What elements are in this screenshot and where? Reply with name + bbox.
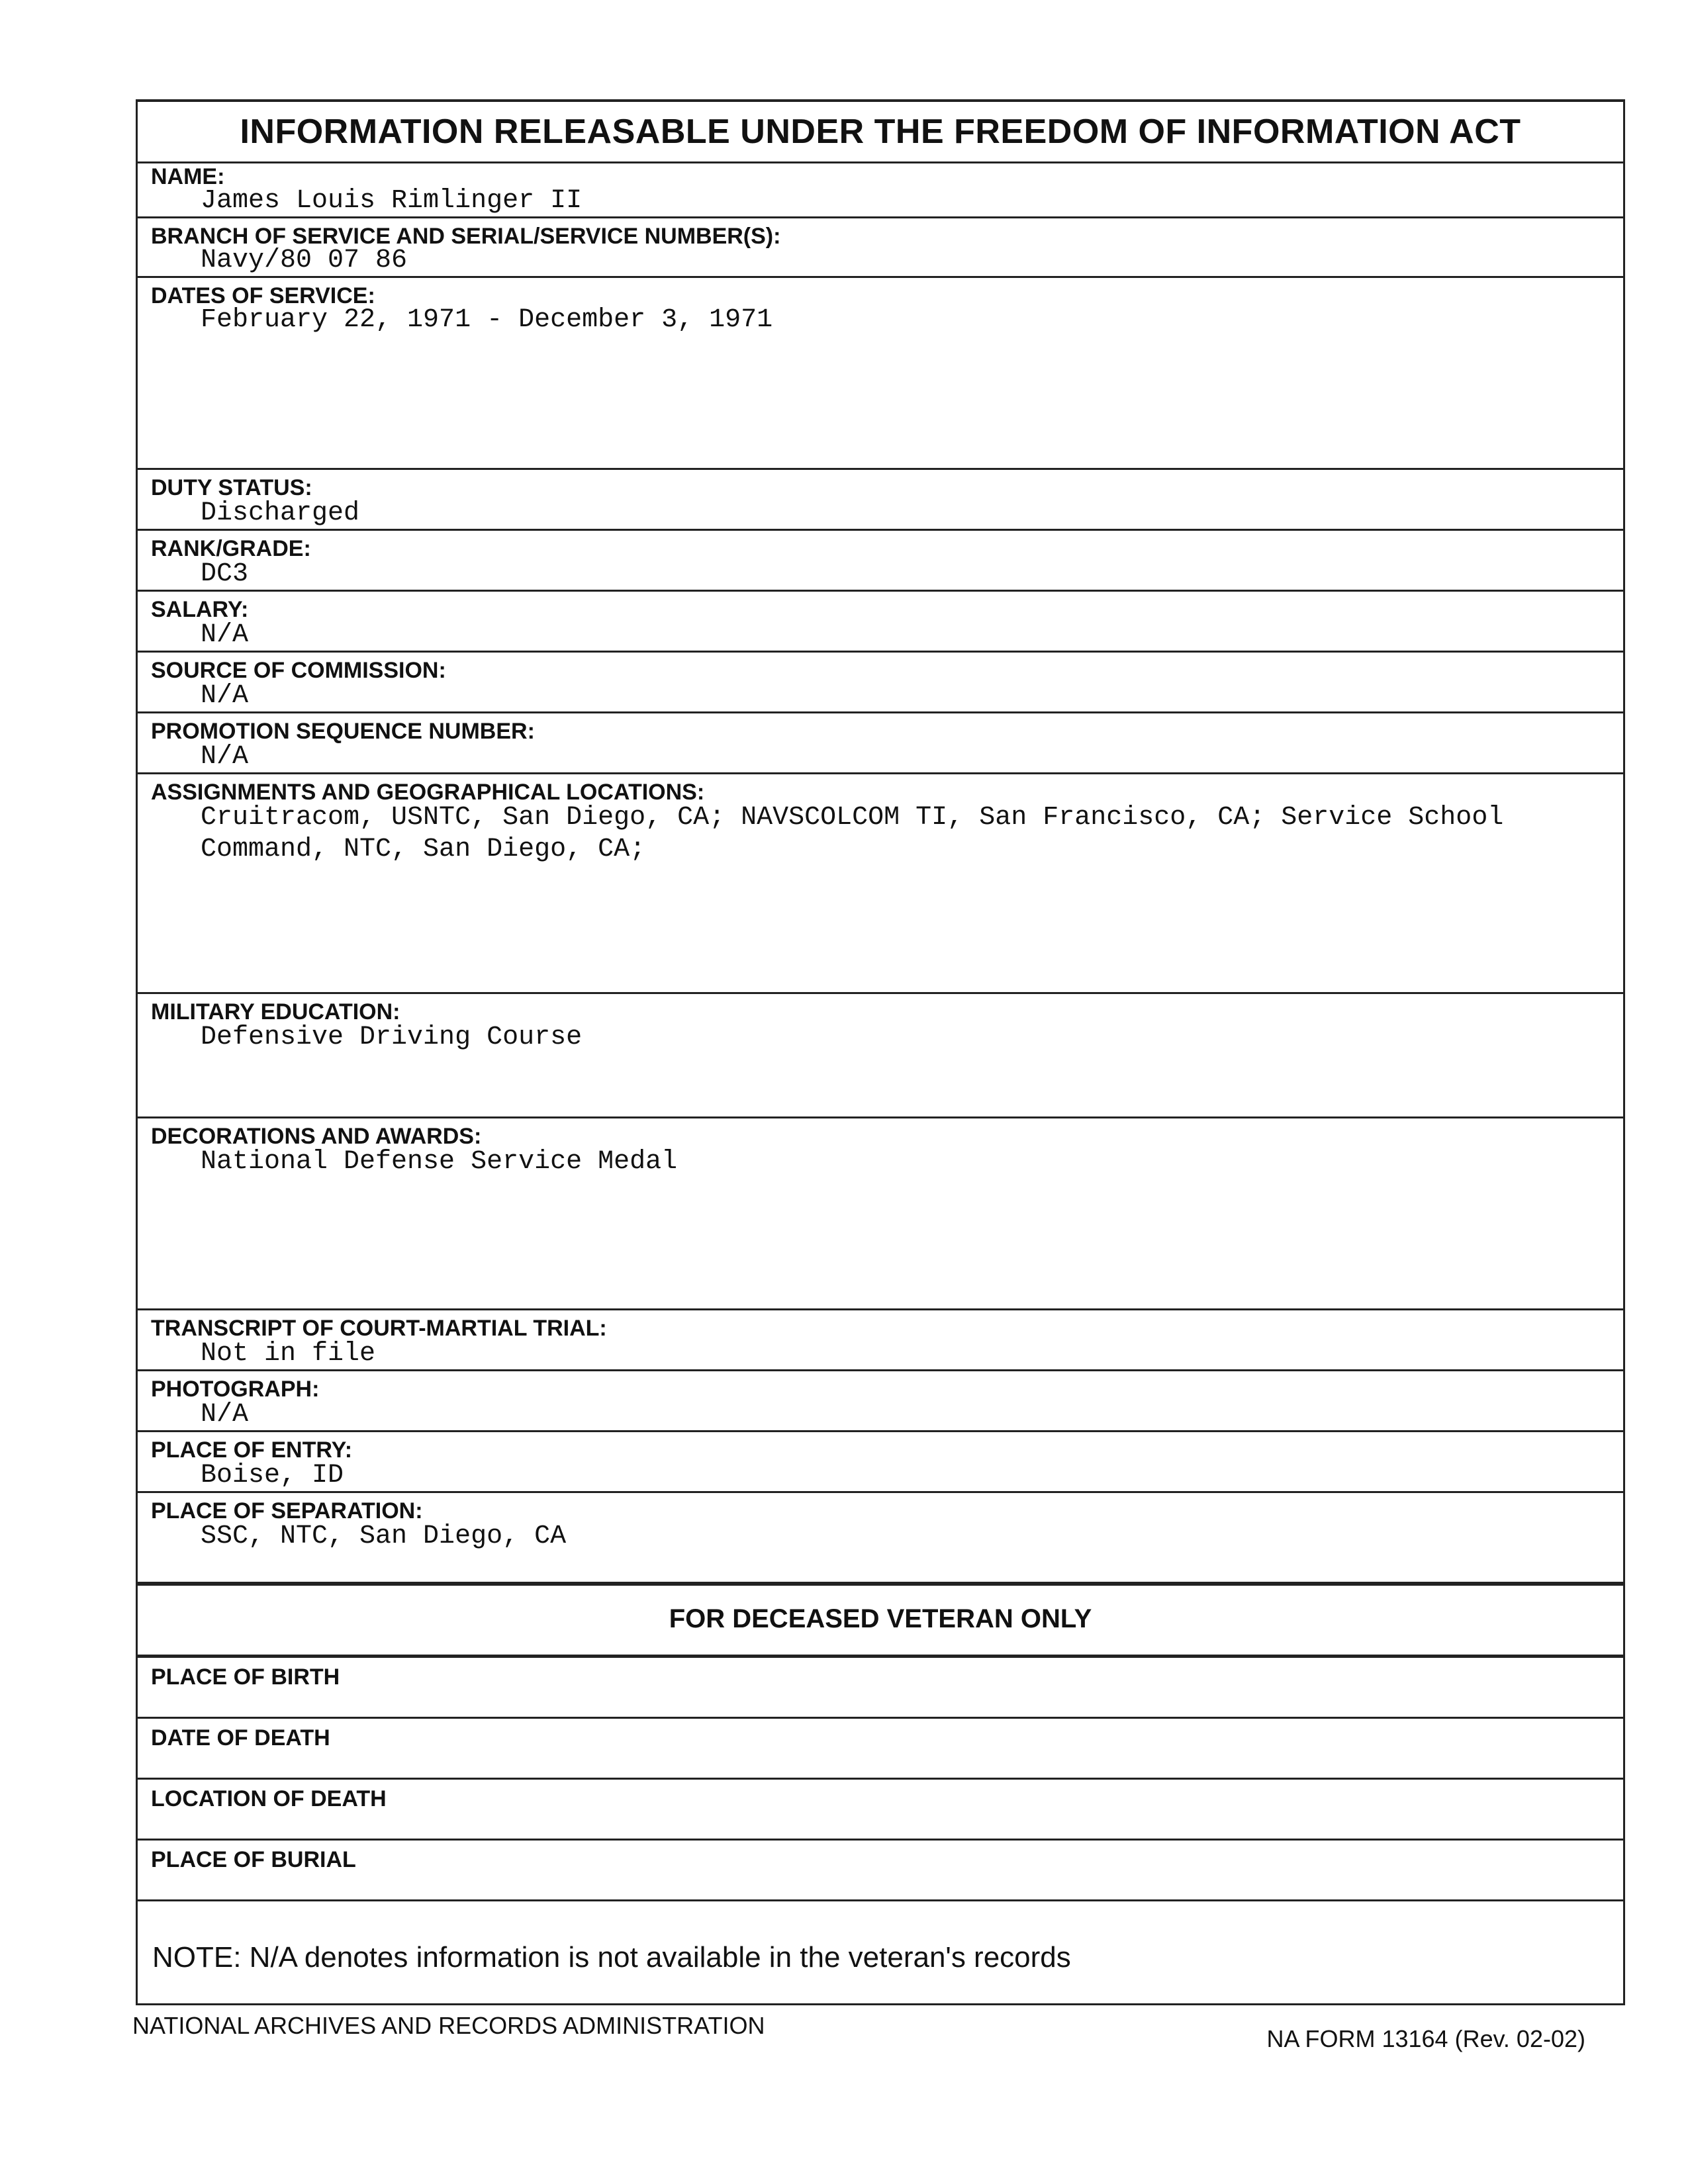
note-box [138, 1899, 1623, 2005]
field-label: BRANCH OF SERVICE AND SERIAL/SERVICE NUMBER(S): [151, 224, 781, 249]
field-label: RANK/GRADE: [151, 536, 311, 561]
field-decorations-awards [138, 1118, 1623, 1310]
field-label: SALARY: [151, 597, 249, 622]
field-place-of-birth [138, 1658, 1623, 1719]
field-label: TRANSCRIPT OF COURT-MARTIAL TRIAL: [151, 1316, 607, 1341]
field-label: MILITARY EDUCATION: [151, 999, 400, 1024]
field-photograph [138, 1371, 1623, 1432]
field-label: PHOTOGRAPH: [151, 1377, 320, 1402]
field-source-of-commission [138, 653, 1623, 713]
field-label: DATE OF DEATH [151, 1725, 330, 1751]
field-location-of-death [138, 1780, 1623, 1841]
field-value: Cruitracom, USNTC, San Diego, CA; NAVSCOLCOM TI, San Francisco, CA; Service School Command, NTC, San Diego, CA; [201, 803, 1520, 864]
field-label: PLACE OF SEPARATION: [151, 1498, 423, 1524]
field-rank-grade [138, 531, 1623, 592]
field-value: N/A [201, 620, 249, 650]
field-place-of-separation [138, 1493, 1623, 1582]
field-branch [138, 218, 1623, 278]
field-value: National Defense Service Medal [201, 1147, 678, 1177]
field-label: PLACE OF BIRTH [151, 1664, 340, 1690]
field-value: DC3 [201, 559, 249, 589]
field-value: N/A [201, 742, 249, 772]
form-title: INFORMATION RELEASABLE UNDER THE FREEDOM OF INFORMATION ACT [138, 99, 1623, 163]
field-label: LOCATION OF DEATH [151, 1786, 387, 1811]
field-value: James Louis Rimlinger II [201, 186, 583, 216]
foia-form [136, 99, 1625, 2005]
field-assignments [138, 774, 1623, 994]
field-duty-status [138, 470, 1623, 531]
field-value: Defensive Driving Course [201, 1023, 583, 1052]
field-military-education [138, 994, 1623, 1118]
field-salary [138, 592, 1623, 653]
footer-agency: NATIONAL ARCHIVES AND RECORDS ADMINISTRATION [132, 2012, 765, 2039]
field-label: DATES OF SERVICE: [151, 283, 375, 308]
field-value: N/A [201, 1400, 249, 1430]
field-promotion-sequence [138, 713, 1623, 774]
field-label: DECORATIONS AND AWARDS: [151, 1124, 482, 1149]
field-label: ASSIGNMENTS AND GEOGRAPHICAL LOCATIONS: [151, 780, 705, 805]
field-value: Boise, ID [201, 1461, 344, 1490]
field-label: DUTY STATUS: [151, 475, 312, 500]
field-value: SSC, NTC, San Diego, CA [201, 1522, 567, 1551]
field-court-martial [138, 1310, 1623, 1371]
deceased-section-heading: FOR DECEASED VETERAN ONLY [138, 1582, 1623, 1658]
field-label: NAME: [151, 164, 225, 189]
footer-form-number: NA FORM 13164 (Rev. 02-02) [1266, 2025, 1585, 2052]
field-label: PROMOTION SEQUENCE NUMBER: [151, 719, 535, 744]
field-date-of-death [138, 1719, 1623, 1780]
field-name [138, 159, 1623, 218]
field-value: February 22, 1971 - December 3, 1971 [201, 305, 773, 335]
field-value: Not in file [201, 1339, 376, 1369]
field-label: PLACE OF BURIAL [151, 1847, 356, 1872]
field-value: Discharged [201, 498, 360, 528]
field-value: N/A [201, 681, 249, 711]
field-place-of-entry [138, 1432, 1623, 1493]
field-dates-of-service [138, 278, 1623, 470]
field-place-of-burial [138, 1841, 1623, 1901]
field-value: Navy/80 07 86 [201, 246, 408, 275]
field-label: PLACE OF ENTRY: [151, 1437, 353, 1463]
field-label: SOURCE OF COMMISSION: [151, 658, 446, 683]
note-text: NOTE: N/A denotes information is not available in the veteran's records [152, 1941, 1071, 1974]
